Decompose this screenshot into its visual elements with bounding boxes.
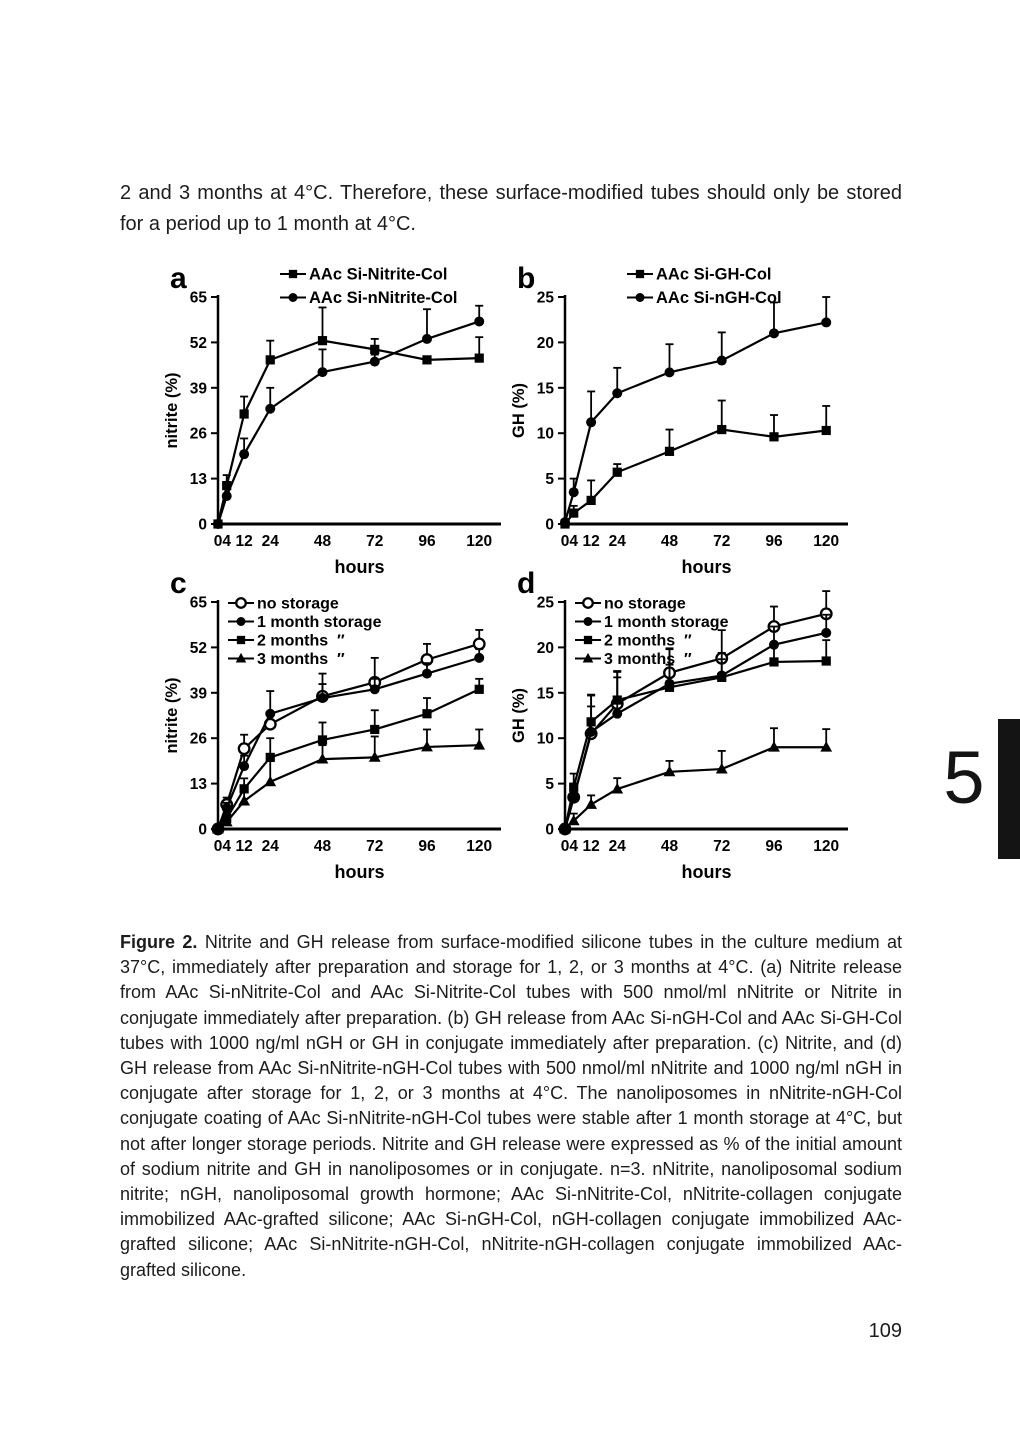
circle-marker	[821, 628, 831, 638]
square-marker	[370, 345, 379, 354]
circle-marker	[422, 669, 432, 679]
figure-caption-text: Nitrite and GH release from surface-modified silicone tubes in the culture medium at 37°C, immediately after preparation and storage for 1, 2, or 3 months at 4°C. (a) Nitrite release from AAc Si-nNitrite-Col and AAc Si-Nitrite-Col tubes with 500 nmol/ml nNitrite or Nitrite in conjugate immediately after preparation. (b) GH release from AAc Si-nGH-Col and AAc Si-GH-Col tubes with 1000 ng/ml nGH or GH in conjugate immediately after preparation. (c) Nitrite, and (d) GH release from AAc Si-nNitrite-nGH-Col tubes with 500 nmol/ml nNitrite and 1000 ng/ml nGH in conjugate after storage for 1, 2, or 3 months at 4°C. The nanoliposomes in nNitrite-nGH-Col conjugate coating of AAc Si-nNitrite-nGH-Col tubes were stable after 1 month storage at 4°C, but not after longer storage periods. Nitrite and GH release were expressed as % of the initial amount of sodium nitrite and GH in nanoliposomes or in conjugate. n=3. nNitrite, nanoliposomal sodium nitrite; nGH, nanoliposomal growth hormone; AAc Si-nNitrite-Col, nNitrite-collagen conjugate immobilized AAc-grafted silicone; AAc Si-nGH-Col, nGH-collagen conjugate immobilized AAc-grafted silicone; AAc Si-nNitrite-nGH-Col, nNitrite-nGH-collagen conjugate immobilized AAc-grafted silicone.	[120, 932, 902, 1280]
y-tick-label: 65	[189, 289, 207, 307]
chart-panel-b	[507, 256, 857, 580]
chart-svg-b	[507, 256, 857, 580]
circle-marker	[717, 356, 727, 366]
open-circle-marker	[236, 598, 246, 608]
series-circle	[213, 306, 484, 529]
y-tick-label: 39	[189, 380, 207, 398]
chapter-number: 5	[943, 736, 985, 819]
circle-marker	[821, 317, 831, 327]
series-circle	[213, 649, 484, 834]
x-tick-label: 24	[608, 533, 626, 550]
x-tick-label: 96	[765, 838, 783, 855]
chart-svg-a	[160, 256, 510, 580]
square-marker	[587, 496, 596, 505]
panel-letter: c	[170, 567, 187, 600]
y-tick-label: 20	[536, 639, 554, 657]
x-axis-label: hours	[681, 557, 732, 577]
x-tick-label: 48	[313, 533, 332, 550]
panel-letter: b	[517, 262, 536, 295]
chart-svg-d	[507, 561, 857, 885]
y-tick-label: 13	[189, 776, 207, 794]
x-axis-label: hours	[334, 557, 385, 577]
legend-label: AAc Si-GH-Col	[656, 265, 772, 284]
square-marker	[237, 636, 245, 644]
square-marker	[822, 656, 831, 665]
legend	[228, 596, 382, 669]
y-tick-label: 25	[536, 594, 554, 612]
square-marker	[665, 683, 674, 692]
chart-svg-c	[160, 561, 510, 885]
legend-label: 1 month storage	[257, 614, 382, 631]
x-tick-label: 24	[608, 838, 626, 855]
y-axis-label: nitrite (%)	[163, 677, 181, 754]
x-tick-label: 12	[582, 838, 600, 855]
y-tick-label: 25	[536, 289, 554, 307]
square-marker	[665, 447, 674, 456]
y-tick-label: 26	[189, 425, 207, 443]
legend-label: AAc Si-nGH-Col	[656, 289, 782, 307]
legend-label: no storage	[604, 595, 686, 613]
circle-marker	[317, 367, 327, 377]
legend-label: 2 months ″	[604, 632, 692, 650]
square-marker	[266, 355, 275, 364]
series-circle	[560, 297, 831, 527]
x-tick-label: 0	[213, 838, 223, 855]
circle-marker	[422, 334, 432, 344]
legend-label: 1 month storage	[604, 614, 729, 631]
series-circle	[560, 615, 831, 834]
legend-label: 3 months ″	[257, 651, 345, 668]
circle-marker	[664, 367, 674, 377]
x-tick-label: 72	[366, 533, 384, 550]
legend-label: 3 months ″	[604, 651, 692, 668]
circle-marker	[222, 491, 232, 501]
series-triangle	[559, 728, 832, 833]
circle-marker	[239, 761, 249, 771]
figure-caption-label: Figure 2.	[120, 932, 198, 952]
circle-marker	[586, 417, 596, 427]
square-marker	[318, 735, 327, 744]
open-circle-marker	[474, 639, 485, 650]
legend-label: AAc Si-nNitrite-Col	[309, 289, 458, 307]
x-tick-label: 72	[713, 533, 731, 550]
legend-label: AAc Si-Nitrite-Col	[309, 265, 448, 284]
square-marker	[613, 468, 622, 477]
y-tick-label: 0	[198, 516, 207, 534]
panel-letter: a	[170, 262, 187, 295]
x-tick-label: 120	[466, 533, 493, 550]
y-tick-label: 5	[545, 471, 554, 489]
x-tick-label: 120	[813, 838, 840, 855]
square-marker	[422, 355, 431, 364]
open-circle-marker	[583, 598, 593, 608]
x-tick-label: 12	[582, 533, 600, 550]
x-tick-label: 0	[560, 838, 570, 855]
legend	[575, 596, 729, 669]
chart-panel-c	[160, 561, 510, 885]
y-tick-label: 15	[536, 380, 554, 398]
square-marker	[475, 354, 484, 363]
x-axis-label: hours	[681, 862, 732, 882]
x-tick-label: 120	[813, 533, 840, 550]
square-marker	[613, 695, 622, 704]
chapter-tab-bar	[998, 719, 1020, 859]
axes	[163, 290, 501, 578]
x-tick-label: 96	[418, 533, 436, 550]
circle-marker	[569, 487, 579, 497]
x-tick-label: 4	[222, 533, 232, 550]
circle-marker	[612, 388, 622, 398]
y-tick-label: 0	[545, 821, 554, 839]
circle-marker	[317, 693, 327, 703]
circle-marker	[213, 519, 223, 529]
series-square	[213, 307, 483, 528]
y-axis-label: nitrite (%)	[163, 372, 181, 449]
square-marker	[240, 409, 249, 418]
circle-marker	[560, 517, 570, 527]
series-square	[213, 679, 483, 834]
square-marker	[569, 509, 578, 518]
circle-marker	[289, 293, 298, 302]
circle-marker	[636, 293, 645, 302]
x-tick-label: 12	[235, 838, 253, 855]
circle-marker	[265, 404, 275, 414]
square-marker	[636, 270, 644, 278]
y-tick-label: 26	[189, 730, 207, 748]
x-tick-label: 120	[466, 838, 493, 855]
legend	[627, 266, 782, 308]
series-square	[560, 640, 830, 833]
y-tick-label: 13	[189, 471, 207, 489]
x-tick-label: 4	[569, 533, 579, 550]
y-tick-label: 15	[536, 685, 554, 703]
circle-marker	[474, 653, 484, 663]
y-axis-label: GH (%)	[510, 688, 528, 743]
square-marker	[717, 425, 726, 434]
square-marker	[584, 636, 592, 644]
y-tick-label: 5	[545, 776, 554, 794]
circle-marker	[612, 709, 622, 719]
body-paragraph: 2 and 3 months at 4°C. Therefore, these surface-modified tubes should only be stored for a period up to 1 month at 4°C.	[120, 182, 902, 235]
x-tick-label: 72	[713, 838, 731, 855]
chart-panel-a	[160, 256, 510, 580]
circle-marker	[370, 684, 380, 694]
series-square	[560, 401, 830, 529]
square-marker	[717, 673, 726, 682]
series-triangle	[212, 729, 485, 833]
panel-letter: d	[517, 567, 536, 600]
triangle-marker	[585, 798, 597, 809]
square-marker	[822, 426, 831, 435]
figure-2	[160, 256, 900, 908]
x-tick-label: 4	[569, 838, 579, 855]
x-tick-label: 0	[560, 533, 570, 550]
y-tick-label: 0	[545, 516, 554, 534]
x-tick-label: 96	[765, 533, 783, 550]
square-marker	[370, 725, 379, 734]
x-tick-label: 48	[660, 838, 679, 855]
square-marker	[769, 657, 778, 666]
circle-marker	[769, 328, 779, 338]
x-tick-label: 12	[235, 533, 253, 550]
square-marker	[475, 685, 484, 694]
circle-marker	[370, 357, 380, 367]
y-tick-label: 52	[189, 639, 207, 657]
y-axis-label: GH (%)	[510, 383, 528, 438]
x-tick-label: 72	[366, 838, 384, 855]
circle-marker	[237, 617, 246, 626]
y-tick-label: 10	[536, 425, 554, 443]
legend-label: no storage	[257, 595, 339, 613]
y-tick-label: 65	[189, 594, 207, 612]
y-tick-label: 20	[536, 334, 554, 352]
square-marker	[769, 432, 778, 441]
square-marker	[587, 717, 596, 726]
x-tick-label: 0	[213, 533, 223, 550]
figure-caption	[120, 930, 902, 1283]
chart-panel-d	[507, 561, 857, 885]
y-tick-label: 10	[536, 730, 554, 748]
y-tick-label: 52	[189, 334, 207, 352]
x-tick-label: 4	[222, 838, 232, 855]
square-marker	[422, 709, 431, 718]
page-number: 109	[868, 1320, 902, 1342]
y-tick-label: 0	[198, 821, 207, 839]
x-tick-label: 24	[261, 838, 279, 855]
open-circle-marker	[239, 743, 250, 754]
x-tick-label: 48	[660, 533, 679, 550]
square-marker	[289, 270, 297, 278]
legend-label: 2 months ″	[257, 632, 345, 650]
square-marker	[569, 783, 578, 792]
x-tick-label: 24	[261, 533, 279, 550]
legend	[280, 266, 458, 308]
circle-marker	[474, 316, 484, 326]
x-tick-label: 48	[313, 838, 332, 855]
circle-marker	[239, 449, 249, 459]
series-circle-open	[213, 630, 485, 834]
x-tick-label: 96	[418, 838, 436, 855]
square-marker	[318, 336, 327, 345]
x-axis-label: hours	[334, 862, 385, 882]
y-tick-label: 39	[189, 685, 207, 703]
circle-marker	[584, 617, 593, 626]
circle-marker	[265, 709, 275, 719]
